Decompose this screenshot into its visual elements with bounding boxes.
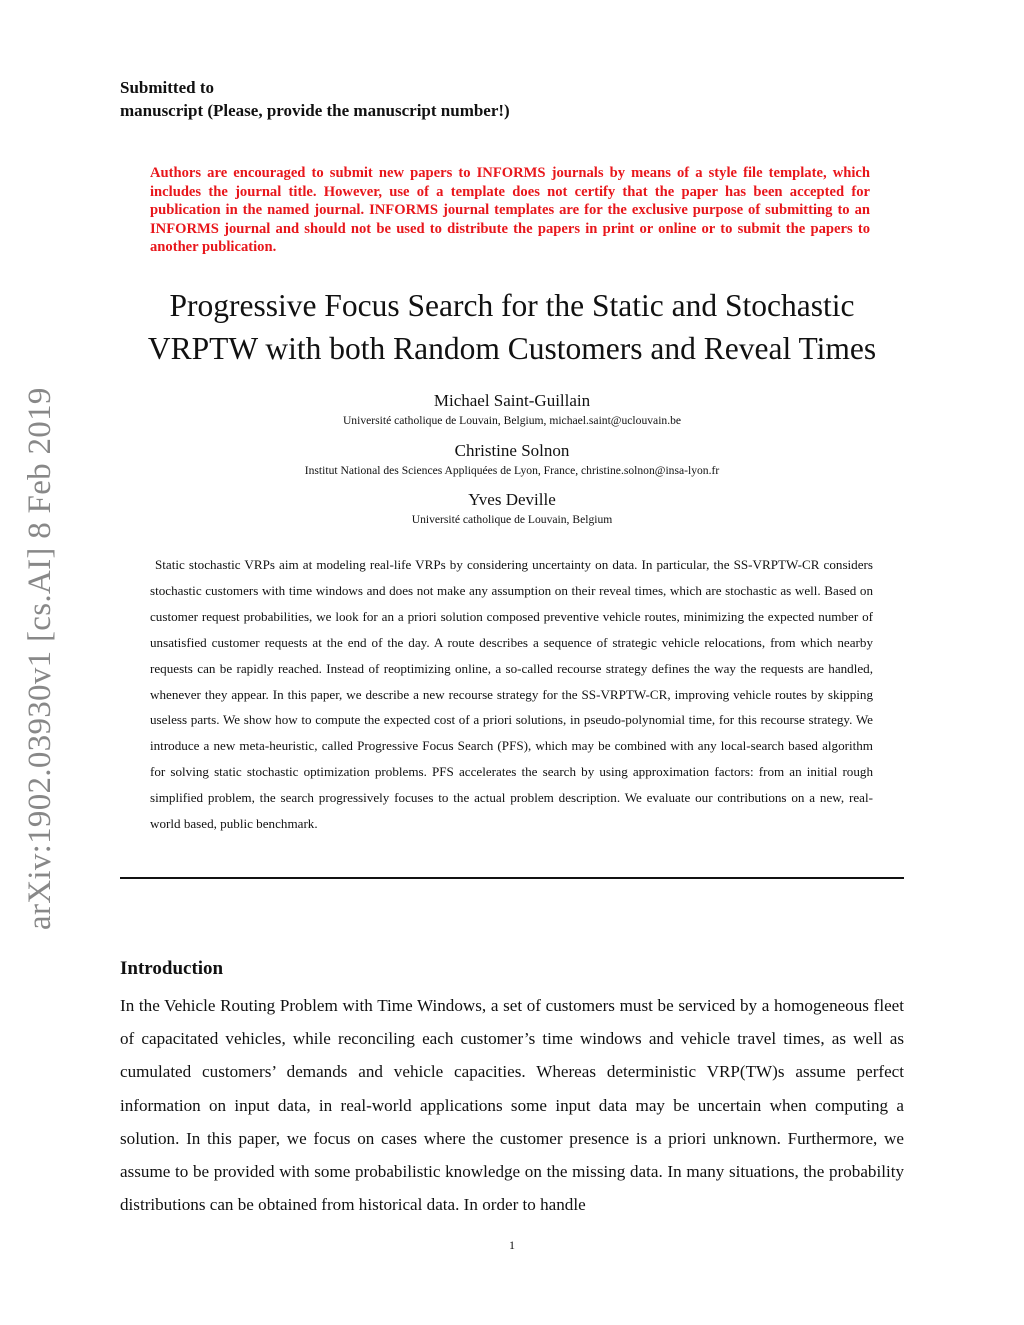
- page-number: 1: [509, 1238, 515, 1252]
- section-heading: Introduction: [120, 958, 224, 979]
- manuscript-number: manuscript (Please, provide the manuscript number!): [120, 101, 510, 120]
- author-affiliation: Université catholique de Louvain, Belgium: [411, 513, 613, 526]
- author-affiliation: Université catholique de Louvain, Belgium, michael.saint@uclouvain.be: [342, 414, 682, 427]
- body-paragraph: In the Vehicle Routing Problem with Time Windows, a set of customers must be serviced by a homogeneous fleet of capacitated vehicles, while reconciling each customer’s time windows and vehicle travel times, as well as cumulated customers’ demands and vehicle capacities. Whereas deterministic VRP(TW)s assume perfect information on input data, in real-world applications some input data may be uncertain when computing a solution. In this paper, we focus on cases where the customer presence is a priori unknown. Furthermore, we assume to be provided with some probabilistic knowledge on the missing data. In many situations, the probability distributions can be obtained from historical data. In order to handle: [120, 996, 904, 1215]
- submitted-to: Submitted to: [120, 78, 214, 97]
- title-line-1: Progressive Focus Search for the Static and Stochastic: [169, 288, 855, 323]
- arxiv-stamp: arXiv:1902.03930v1 [cs.AI] 8 Feb 2019: [22, 387, 58, 930]
- title-line-2: VRPTW with both Random Customers and Reveal Times: [147, 331, 877, 366]
- paper-title: [112, 284, 912, 370]
- author-name: Yves Deville: [468, 490, 556, 509]
- abstract: [150, 552, 873, 837]
- section-body: [120, 989, 904, 1221]
- informs-notice: Authors are encouraged to submit new papers to INFORMS journals by means of a style file template, which includes the journal title. However, use of a template does not certify that the paper has been accepted for publication in the named journal. INFORMS journal templates are for the exclusive purpose of submitting to an INFORMS journal and should not be used to distribute the papers in print or online or to submit the papers to another publication.: [150, 165, 870, 256]
- author-name: Christine Solnon: [454, 441, 570, 460]
- divider: [120, 877, 904, 879]
- author-affiliation: Institut National des Sciences Appliquées de Lyon, France, christine.solnon@insa-lyon.fr: [304, 464, 720, 477]
- journal-header: [120, 76, 510, 122]
- author-name: Michael Saint-Guillain: [433, 391, 591, 410]
- abstract-text: Static stochastic VRPs aim at modeling real-life VRPs by considering uncertainty on data. In particular, the SS-VRPTW-CR considers stochastic customers with time windows and does not make any assumption on their reveal times, which are stochastic as well. Based on customer request probabilities, we look for an a priori solution composed preventive vehicle routes, minimizing the expected number of unsatisfied customer requests at the end of the day. A route describes a sequence of strategic vehicle relocations, from which nearby requests can be rapidly reached. Instead of reoptimizing online, a so-called recourse strategy defines the way the requests are handled, whenever they appear. In this paper, we describe a new recourse strategy for the SS-VRPTW-CR, improving vehicle routes by skipping useless parts. We show how to compute the expected cost of a priori solutions, in pseudo-polynomial time, for this recourse strategy. We introduce a new meta-heuristic, called Progressive Focus Search (PFS), which may be combined with any local-search based algorithm for solving static stochastic optimization problems. PFS accelerates the search by using approximation factors: from an initial rough simplified problem, the search progressively focuses to the actual problem description. We evaluate our contributions on a new, real-world based, public benchmark.: [150, 557, 873, 832]
